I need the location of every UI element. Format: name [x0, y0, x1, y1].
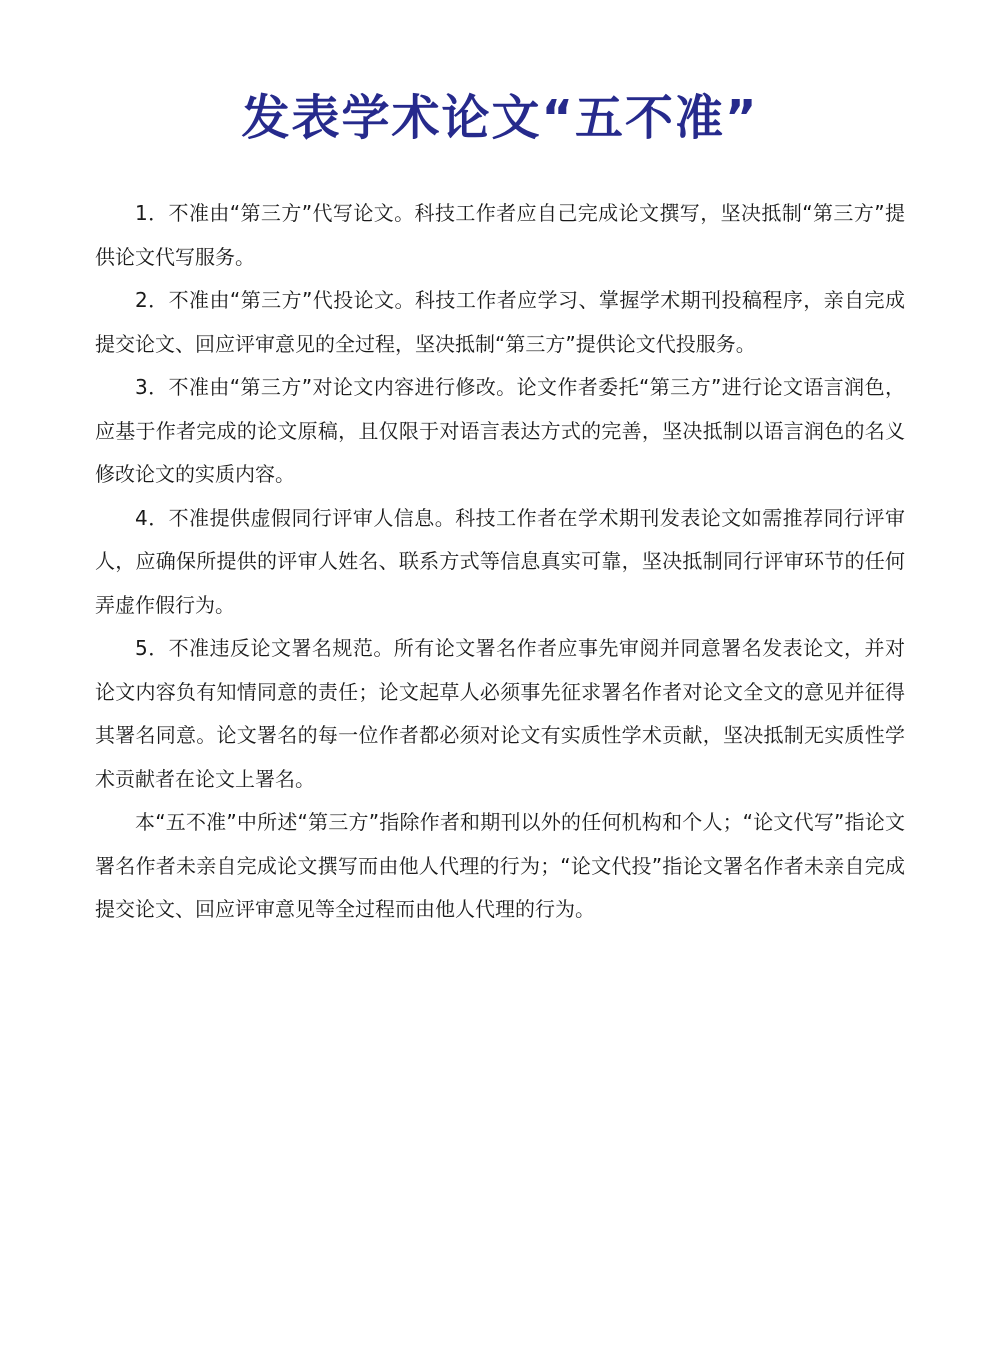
definition-paragraph: 本“五不准”中所述“第三方”指除作者和期刊以外的任何机构和个人；“论文代写”指论文署名作者未亲自完成论文撰写而由他人代理的行为；“论文代投”指论文署名作者未亲自完成提交论文、回应评审意见等全过程而由他人代理的行为。 — [95, 810, 905, 921]
rule-paragraph-2: 2．不准由“第三方”代投论文。科技工作者应学习、掌握学术期刊投稿程序，亲自完成提交论文、回应评审意见的全过程，坚决抵制“第三方”提供论文代投服务。 — [95, 288, 905, 356]
rule-paragraph-3: 3．不准由“第三方”对论文内容进行修改。论文作者委托“第三方”进行论文语言润色，应基于作者完成的论文原稿，且仅限于对语言表达方式的完善，坚决抵制以语言润色的名义修改论文的实质内容。 — [95, 375, 905, 486]
document-title: 发表学术论文“五不准” — [241, 90, 759, 146]
rule-paragraph-1: 1．不准由“第三方”代写论文。科技工作者应自己完成论文撰写，坚决抵制“第三方”提供论文代写服务。 — [95, 201, 905, 269]
document-body — [95, 192, 905, 932]
rule-paragraph-4: 4．不准提供虚假同行评审人信息。科技工作者在学术期刊发表论文如需推荐同行评审人，应确保所提供的评审人姓名、联系方式等信息真实可靠，坚决抵制同行评审环节的任何弄虚作假行为。 — [95, 505, 905, 617]
rule-paragraph-5: 5．不准违反论文署名规范。所有论文署名作者应事先审阅并同意署名发表论文，并对论文内容负有知情同意的责任；论文起草人必须事先征求署名作者对论文全文的意见并征得其署名同意。论文署名的每一位作者都必须对论文有实质性学术贡献，坚决抵制无实质性学术贡献者在论文上署名。 — [95, 636, 905, 791]
